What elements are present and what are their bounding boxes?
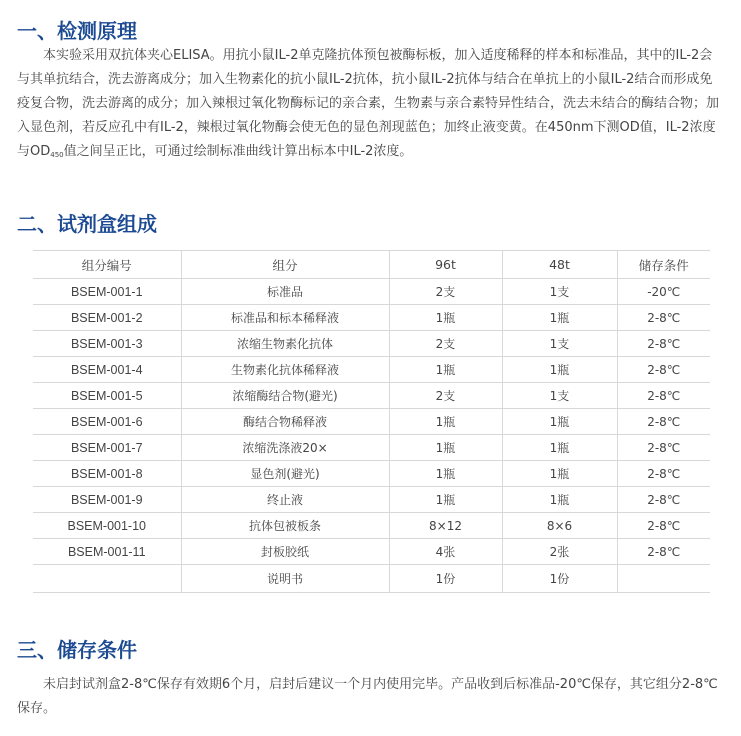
cell-component: 浓缩酶结合物(避光): [181, 383, 389, 409]
od-wavelength-subscript: 450: [50, 151, 64, 159]
cell-48t: 8×6: [502, 513, 617, 539]
header-component: 组分: [181, 251, 389, 279]
cell-storage: [617, 565, 710, 593]
cell-48t: 2张: [502, 539, 617, 565]
table-row: [33, 513, 710, 539]
table-row: [33, 357, 710, 383]
cell-component: 封板胶纸: [181, 539, 389, 565]
cell-48t: 1份: [502, 565, 617, 593]
cell-component: 说明书: [181, 565, 389, 593]
cell-48t: 1瓶: [502, 305, 617, 331]
cell-48t: 1瓶: [502, 357, 617, 383]
cell-component: 终止液: [181, 487, 389, 513]
cell-storage: 2-8℃: [617, 435, 710, 461]
cell-component: 生物素化抗体稀释液: [181, 357, 389, 383]
section-heading-storage: 三、储存条件: [17, 638, 137, 662]
table-row: [33, 565, 710, 593]
storage-paragraph: 未启封试剂盒2-8℃保存有效期6个月，启封后建议一个月内使用完毕。产品收到后标准品-20℃保存，其它组分2-8℃保存。: [17, 677, 718, 716]
cell-96t: 4张: [389, 539, 502, 565]
cell-96t: 1瓶: [389, 461, 502, 487]
cell-component-code: BSEM-001-7: [33, 435, 181, 461]
cell-component: 浓缩生物素化抗体: [181, 331, 389, 357]
cell-component: 标准品和标本稀释液: [181, 305, 389, 331]
cell-storage: 2-8℃: [617, 305, 710, 331]
cell-96t: 1份: [389, 565, 502, 593]
cell-96t: 2支: [389, 331, 502, 357]
cell-component-code: [33, 565, 181, 593]
cell-storage: 2-8℃: [617, 409, 710, 435]
cell-component: 显色剂(避光): [181, 461, 389, 487]
cell-component-code: BSEM-001-11: [33, 539, 181, 565]
cell-storage: 2-8℃: [617, 461, 710, 487]
section-heading-principle: 一、检测原理: [17, 19, 137, 43]
cell-48t: 1瓶: [502, 487, 617, 513]
cell-48t: 1瓶: [502, 461, 617, 487]
cell-96t: 1瓶: [389, 487, 502, 513]
table-row: [33, 461, 710, 487]
table-row: [33, 331, 710, 357]
cell-48t: 1支: [502, 331, 617, 357]
cell-component-code: BSEM-001-9: [33, 487, 181, 513]
cell-48t: 1瓶: [502, 409, 617, 435]
cell-component: 浓缩洗涤液20×: [181, 435, 389, 461]
cell-component-code: BSEM-001-3: [33, 331, 181, 357]
cell-component-code: BSEM-001-5: [33, 383, 181, 409]
cell-storage: 2-8℃: [617, 331, 710, 357]
header-48t: 48t: [502, 251, 617, 279]
cell-96t: 2支: [389, 383, 502, 409]
cell-component-code: BSEM-001-10: [33, 513, 181, 539]
cell-96t: 1瓶: [389, 409, 502, 435]
principle-text-end: 值之间呈正比，可通过绘制标准曲线计算出标本中IL-2浓度。: [63, 144, 413, 159]
section-heading-kit-components: 二、试剂盒组成: [17, 212, 157, 236]
cell-storage: 2-8℃: [617, 539, 710, 565]
cell-component: 酶结合物稀释液: [181, 409, 389, 435]
cell-96t: 1瓶: [389, 357, 502, 383]
cell-storage: 2-8℃: [617, 357, 710, 383]
cell-component-code: BSEM-001-2: [33, 305, 181, 331]
kit-components-table: [33, 250, 710, 593]
cell-component-code: BSEM-001-8: [33, 461, 181, 487]
table-header-row: [33, 251, 710, 279]
cell-storage: -20℃: [617, 279, 710, 305]
cell-storage: 2-8℃: [617, 487, 710, 513]
header-96t: 96t: [389, 251, 502, 279]
cell-96t: 2支: [389, 279, 502, 305]
cell-component-code: BSEM-001-4: [33, 357, 181, 383]
table-row: [33, 383, 710, 409]
principle-paragraph: [17, 44, 725, 164]
cell-storage: 2-8℃: [617, 383, 710, 409]
table-row: [33, 409, 710, 435]
cell-component: 标准品: [181, 279, 389, 305]
cell-96t: 1瓶: [389, 305, 502, 331]
cell-component: 抗体包被板条: [181, 513, 389, 539]
cell-storage: 2-8℃: [617, 513, 710, 539]
cell-48t: 1支: [502, 383, 617, 409]
table-row: [33, 279, 710, 305]
principle-text: 本实验采用双抗体夹心ELISA。用抗小鼠IL-2单克隆抗体预包被酶标板，加入适度稀释的样本和标准品，其中的IL-2会与其单抗结合，洗去游离成分；加入生物素化的抗小鼠IL-2抗体，抗小鼠IL-2抗体与结合在单抗上的小鼠IL-2结合而形成免疫复合物，洗去游离的成分；加入辣根过氧化物酶标记的亲合素，生物素与亲合素特异性结合，洗去未结合的酶结合物；加入显色剂，若反应孔中有IL-2，辣根过氧化物酶会使无色的显色剂现蓝色；加终止液变黄。在450nm下测OD值，IL-2浓度与OD: [17, 48, 720, 159]
table-row: [33, 305, 710, 331]
cell-96t: 8×12: [389, 513, 502, 539]
cell-48t: 1瓶: [502, 435, 617, 461]
table-row: [33, 435, 710, 461]
table-row: [33, 539, 710, 565]
cell-48t: 1支: [502, 279, 617, 305]
header-component-code: 组分编号: [33, 251, 181, 279]
header-storage: 储存条件: [617, 251, 710, 279]
cell-component-code: BSEM-001-1: [33, 279, 181, 305]
table-row: [33, 487, 710, 513]
cell-96t: 1瓶: [389, 435, 502, 461]
cell-component-code: BSEM-001-6: [33, 409, 181, 435]
